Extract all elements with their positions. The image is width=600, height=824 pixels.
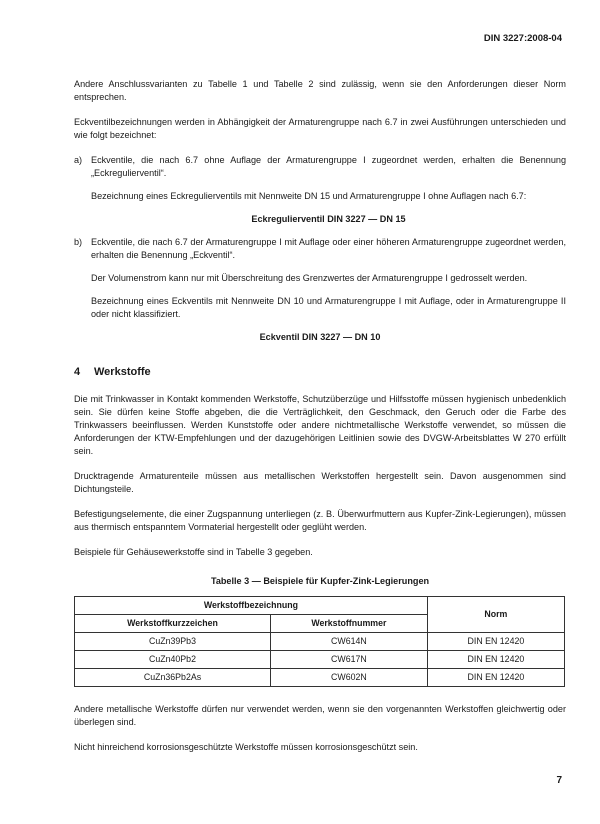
paragraph: Drucktragende Armaturenteile müssen aus metallischen Werkstoffen hergestellt sein. Davon ausgenommen sind Dichtungsteile. bbox=[74, 471, 566, 494]
table-header-nummer: Werkstoffnummer bbox=[271, 615, 428, 633]
designation: Eckventil DIN 3227 — DN 10 bbox=[259, 332, 381, 342]
table-cell: CuZn39Pb3 bbox=[75, 633, 271, 651]
table-caption: Tabelle 3 — Beispiele für Kupfer-Zink-Legierungen bbox=[210, 576, 430, 586]
section-heading bbox=[74, 366, 566, 379]
paragraph: Beispiele für Gehäusewerkstoffe sind in Tabelle 3 gegeben. bbox=[74, 547, 313, 557]
designation: Eckregulierventil DIN 3227 — DN 15 bbox=[251, 214, 406, 224]
paragraph: Andere metallische Werkstoffe dürfen nur verwendet werden, wenn sie den vorgenannten Werkstoffen gleichwertig oder überlegen sind. bbox=[74, 704, 566, 727]
table-row bbox=[75, 651, 565, 669]
table-row bbox=[75, 633, 565, 651]
materials-table bbox=[74, 596, 565, 687]
example-text: Bezeichnung eines Eckventils mit Nennweite DN 10 und Armaturengruppe I mit Auflage, oder in Armaturengruppe II oder nicht klassifiziert. bbox=[91, 296, 566, 319]
paragraph: Die mit Trinkwasser in Kontakt kommenden Werkstoffe, Schutzüberzüge und Hilfsstoffe müssen hygienisch unbedenklich sein. Sie dürfen keine Stoffe abgeben, die die Verträglichkeit, den Geschmack, den Geruch oder die Farbe des Trinkwassers beeinflussen. Werden Kunststoffe oder andere nichtmetallische Werkstoffe verwendet, so müssen die Anforderungen der KTW-Empfehlungen und der dazugehörigen Leitlinien sowie des DVGW-Arbeitsblattes W 270 erfüllt sein. bbox=[74, 394, 566, 456]
table-cell: DIN EN 12420 bbox=[427, 651, 564, 669]
list-marker: b) bbox=[74, 237, 83, 247]
table-cell: CW602N bbox=[271, 669, 428, 687]
page-body bbox=[74, 78, 566, 766]
paragraph: Befestigungselemente, die einer Zugspannung unterliegen (z. B. Überwurfmuttern aus Kupfer-Zink-Legierungen), müssen aus thermisch entspanntem Vormaterial hergestellt oder geglüht werden. bbox=[74, 509, 566, 532]
table-cell: DIN EN 12420 bbox=[427, 633, 564, 651]
list-marker: a) bbox=[74, 155, 83, 165]
document-id: DIN 3227:2008-04 bbox=[483, 33, 562, 44]
section-number: 4 bbox=[74, 366, 81, 378]
list-text: Eckventile, die nach 6.7 der Armaturengruppe I mit Auflage oder einer höheren Armaturengruppe zugeordnet werden, erhalten die Benennung „Eckventil“. bbox=[91, 237, 566, 260]
table-cell: CW617N bbox=[271, 651, 428, 669]
example-text: Bezeichnung eines Eckregulierventils mit Nennweite DN 15 und Armaturengruppe I ohne Auflagen nach 6.7: bbox=[91, 191, 527, 201]
table-row bbox=[75, 669, 565, 687]
page-number: 7 bbox=[556, 775, 562, 786]
table-group-header: Werkstoffbezeichnung bbox=[75, 597, 428, 615]
table-cell: CuZn40Pb2 bbox=[75, 651, 271, 669]
paragraph: Nicht hinreichend korrosionsgeschützte Werkstoffe müssen korrosionsgeschützt sein. bbox=[74, 742, 418, 752]
table-cell: CW614N bbox=[271, 633, 428, 651]
table-header-kurzzeichen: Werkstoffkurzzeichen bbox=[75, 615, 271, 633]
paragraph: Andere Anschlussvarianten zu Tabelle 1 und Tabelle 2 sind zulässig, wenn sie den Anforderungen dieser Norm entsprechen. bbox=[74, 79, 566, 102]
paragraph: Eckventilbezeichnungen werden in Abhängigkeit der Armaturengruppe nach 6.7 in zwei Ausführungen unterschieden und wie folgt bezeichnet: bbox=[74, 117, 566, 140]
table-cell: CuZn36Pb2As bbox=[75, 669, 271, 687]
section-title: Werkstoffe bbox=[94, 366, 151, 378]
list-item-a bbox=[74, 154, 566, 226]
list-item-b bbox=[74, 236, 566, 321]
table-header-norm: Norm bbox=[427, 597, 564, 633]
table-cell: DIN EN 12420 bbox=[427, 669, 564, 687]
list-text: Eckventile, die nach 6.7 ohne Auflage der Armaturengruppe I zugeordnet werden, erhalten die Benennung „Eckregulierventil“. bbox=[91, 155, 566, 178]
note-text: Der Volumenstrom kann nur mit Überschreitung des Grenzwertes der Armaturengruppe I gedrosselt werden. bbox=[91, 273, 528, 283]
